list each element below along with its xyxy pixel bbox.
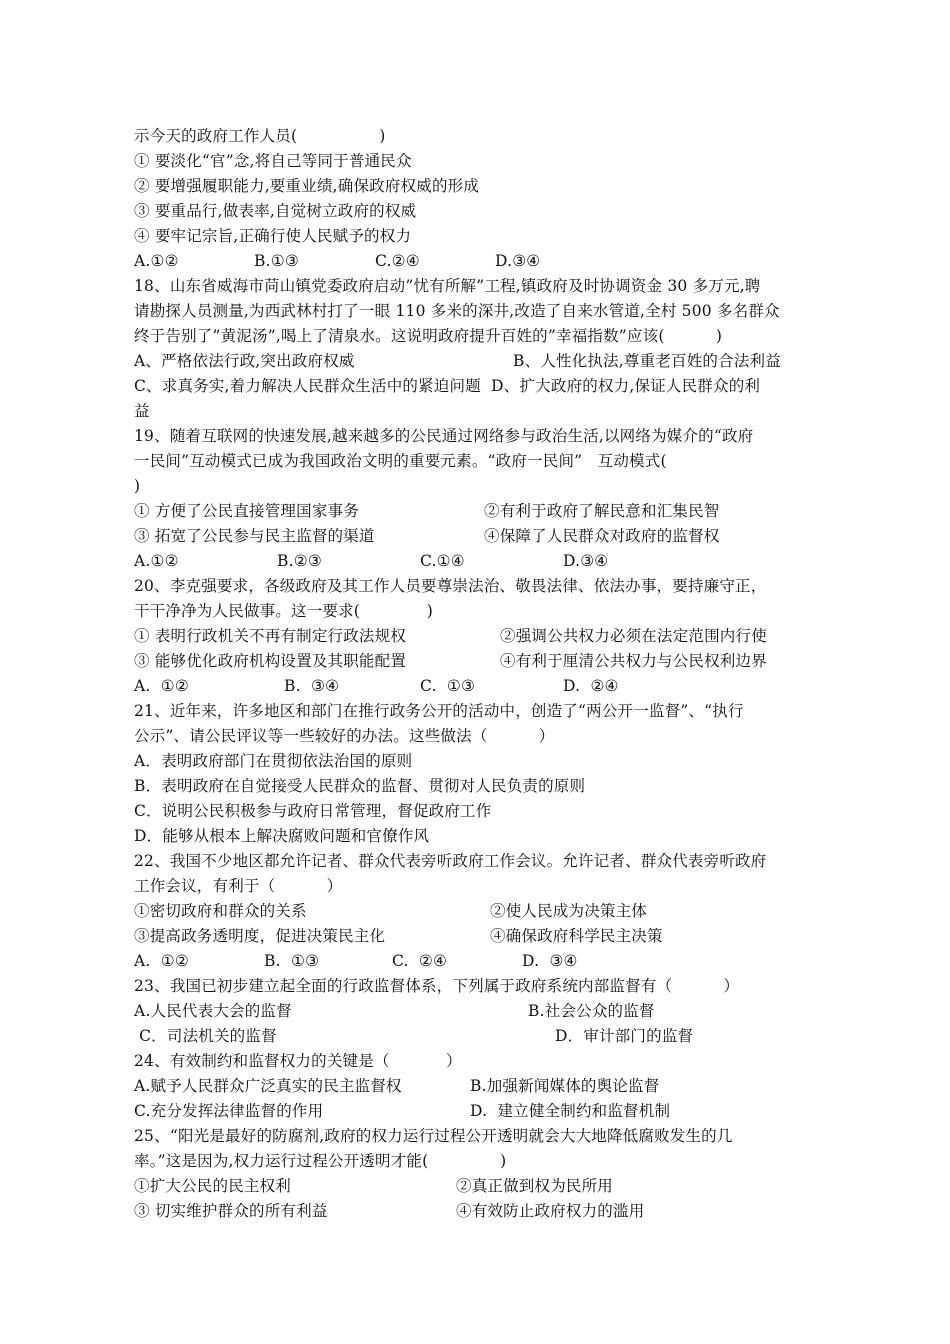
q18-stem-line-3: 终于告别了”黄泥汤”,喝上了清泉水。这说明政府提升百姓的”幸福指数”应该( ) (134, 327, 723, 345)
q17-choice-d: D.③④ (495, 252, 541, 270)
q18-option-b: B、人性化执法,尊重老百姓的合法利益 (513, 352, 781, 370)
q22-stem-line-2: 工作会议，有利于（ ） (134, 877, 343, 895)
q20-option-3: ③ 能够优化政府机构设置及其职能配置 (134, 652, 407, 670)
q20-option-4: ④有利于厘清公共权力与公民权利边界 (500, 652, 767, 670)
q21-option-d: D．能够从根本上解决腐败问题和官僚作风 (134, 827, 430, 845)
q22-choice-d: D. ③④ (522, 952, 578, 970)
q19-choice-a: A.①② (134, 552, 179, 570)
q25-option-2: ②真正做到权为民所用 (456, 1177, 614, 1195)
q24-option-c: C.充分发挥法律监督的作用 (134, 1102, 324, 1120)
q17-option-1: ① 要淡化“官”念,将自己等同于普通民众 (134, 152, 412, 170)
q19-option-2: ②有利于政府了解民意和汇集民智 (484, 502, 720, 520)
q24-option-d: D. 建立健全制约和监督机制 (470, 1102, 671, 1120)
q19-option-1: ① 方便了公民直接管理国家事务 (134, 502, 359, 520)
q22-choice-b: B. ①③ (264, 952, 320, 970)
q18-stem-line-1: 18、山东省威海市苘山镇党委政府启动”忧有所解”工程,镇政府及时协调资金 30 多万元,聘 (134, 277, 761, 295)
q23-stem: 23、我国已初步建立起全面的行政监督体系，下列属于政府系统内部监督有（ ） (134, 977, 740, 995)
q21-option-b: B．表明政府在自觉接受人民群众的监督、贯彻对人民负责的原则 (134, 777, 586, 795)
q20-stem-line-1: 20、李克强要求，各级政府及其工作人员要尊崇法治、敬畏法律、依法办事，要持廉守正， (134, 577, 767, 595)
q21-stem-line-2: 公示”、请公民评议等一些较好的办法。这些做法（ ） (134, 727, 555, 745)
q20-option-1: ① 表明行政机关不再有制定行政法规权 (134, 627, 407, 645)
q20-choice-b: B. ③④ (284, 677, 340, 695)
q24-option-a: A.赋予人民群众广泛真实的民主监督权 (134, 1077, 402, 1095)
q22-option-2: ②使人民成为决策主体 (490, 902, 648, 920)
q21-stem-line-1: 21、近年来，许多地区和部门在推行政务公开的活动中，创造了“两公开一监督”、“执行 (134, 702, 744, 720)
q17-stem-end: 示今天的政府工作人员( ) (134, 127, 386, 145)
q18-option-a: A、严格依法行政,突出政府权威 (134, 352, 355, 370)
q19-option-3: ③ 拓宽了公民参与民主监督的渠道 (134, 527, 375, 545)
q17-choice-a: A.①② (134, 252, 179, 270)
q18-option-cd: C、求真务实,着力解决人民群众生活中的紧迫问题 D、扩大政府的权力,保证人民群众的利 (134, 377, 761, 395)
q20-option-2: ②强调公共权力必须在法定范围内行使 (500, 627, 767, 645)
q17-choice-b: B.①③ (254, 252, 299, 270)
q19-choice-b: B.②③ (277, 552, 322, 570)
q17-option-4: ④ 要牢记宗旨,正确行使人民赋予的权力 (134, 227, 412, 245)
q17-option-3: ③ 要重品行,做表率,自觉树立政府的权威 (134, 202, 417, 220)
q20-choice-c: C. ①③ (420, 677, 476, 695)
q21-option-c: C．说明公民积极参与政府日常管理，督促政府工作 (134, 802, 492, 820)
q20-choice-a: A. ①② (134, 677, 189, 695)
q17-option-2: ② 要增强履职能力,要重业绩,确保政府权威的形成 (134, 177, 480, 195)
q24-option-b: B.加强新闻媒体的舆论监督 (470, 1077, 660, 1095)
q22-option-3: ③提高政务透明度，促进决策民主化 (134, 927, 386, 945)
q22-option-4: ④确保政府科学民主决策 (490, 927, 663, 945)
q23-option-b: B.社会公众的监督 (528, 1002, 655, 1020)
q25-option-3: ③ 切实维护群众的所有利益 (134, 1202, 328, 1220)
q23-option-c: C．司法机关的监督 (134, 1027, 277, 1045)
q19-choice-d: D.③④ (563, 552, 609, 570)
q22-choice-a: A. ①② (134, 952, 189, 970)
q22-choice-c: C. ②④ (392, 952, 448, 970)
q25-option-4: ④有效防止政府权力的滥用 (456, 1202, 645, 1220)
q23-option-d: D．审计部门的监督 (555, 1027, 694, 1045)
q18-stem-line-2: 请勘探人员测量,为西武林村打了一眼 110 多米的深井,改造了自来水管道,全村 500 多名群众 (134, 302, 780, 320)
q19-option-4: ④保障了人民群众对政府的监督权 (484, 527, 720, 545)
q18-option-d-cont: 益 (134, 402, 150, 420)
q20-choice-d: D. ②④ (563, 677, 619, 695)
q19-stem-line-2: 一民间”互动模式已成为我国政治文明的重要元素。“政府一民间” 互动模式( (134, 452, 667, 470)
q19-stem-line-1: 19、随着互联网的快速发展,越来越多的公民通过网络参与政治生活,以网络为媒介的“政府 (134, 427, 754, 445)
q25-option-1: ①扩大公民的民主权利 (134, 1177, 292, 1195)
q22-stem-line-1: 22、我国不少地区都允许记者、群众代表旁听政府工作会议。允许记者、群众代表旁听政府 (134, 852, 767, 870)
q25-stem-line-1: 25、“阳光是最好的防腐剂,政府的权力运行过程公开透明就会大大地降低腐败发生的几 (134, 1127, 733, 1145)
q22-option-1: ①密切政府和群众的关系 (134, 902, 307, 920)
q25-stem-line-2: 率。”这是因为,权力运行过程公开透明才能( ) (134, 1152, 507, 1170)
q21-option-a: A．表明政府部门在贯彻依法治国的原则 (134, 752, 413, 770)
q19-stem-line-3: ) (134, 477, 141, 495)
q23-option-a: A.人民代表大会的监督 (134, 1002, 292, 1020)
q17-choice-c: C.②④ (375, 252, 420, 270)
q19-choice-c: C.①④ (420, 552, 465, 570)
q20-stem-line-2: 干干净净为人民做事。这一要求( ) (134, 602, 433, 620)
q24-stem: 24、有效制约和监督权力的关键是（ ） (134, 1052, 462, 1070)
